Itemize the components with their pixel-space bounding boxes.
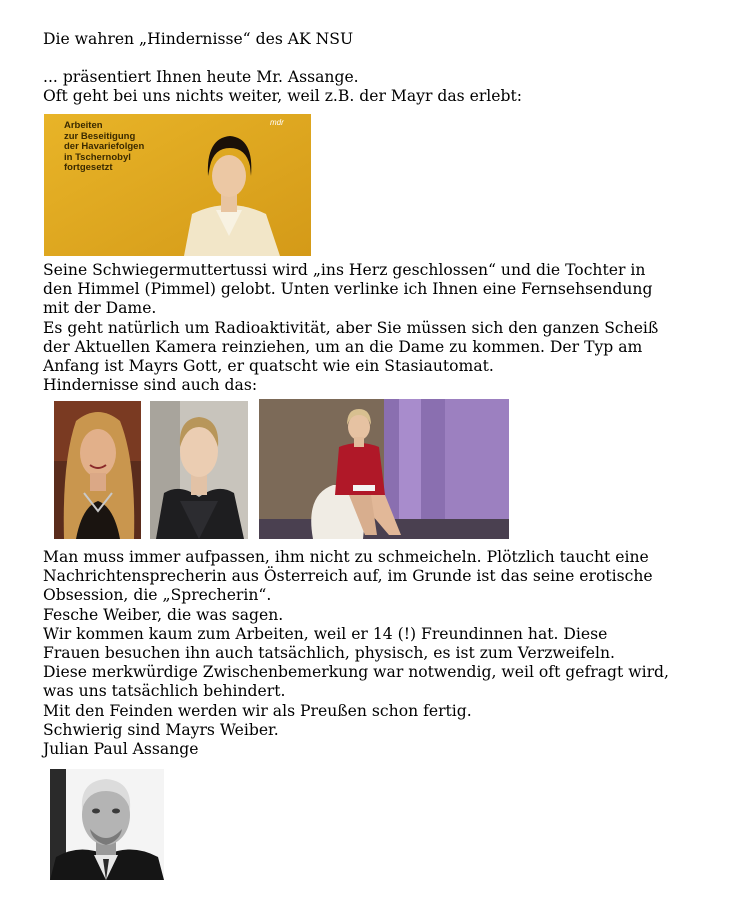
text-line: was uns tatsächlich behindert. [43, 682, 286, 701]
caption-line: zur Beseitigung [64, 130, 136, 142]
intro-line-2: Oft geht bei uns nichts weiter, weil z.B. der Mayr das erlebt: [43, 87, 522, 106]
text-line: Hindernisse sind auch das: [43, 376, 258, 395]
text-line: Man muss immer aufpassen, ihm nicht zu schmeicheln. Plötzlich taucht eine [43, 548, 649, 566]
intro-line-1: ... präsentiert Ihnen heute Mr. Assange. [43, 68, 359, 87]
text-line: den Himmel (Pimmel) gelobt. Unten verlinke ich Ihnen eine Fernsehsendung [43, 280, 653, 299]
document-body [43, 30, 723, 107]
tv-studio-photo [259, 399, 509, 539]
paragraph-2 [43, 548, 723, 759]
portrait-photo-2 [150, 401, 248, 539]
portrait-photo-1-graphic [54, 401, 141, 539]
tv-studio-photo-graphic [259, 399, 509, 539]
text-line: Fesche Weiber, die was sagen. [43, 605, 284, 624]
text-line: Obsession, die „Sprecherin“. [43, 586, 272, 605]
text-line: der Aktuellen Kamera reinziehen, um an die Dame zu kommen. Der Typ am [43, 337, 643, 356]
document-title: Die wahren „Hindernisse“ des AK NSU [43, 30, 354, 48]
text-line: Nachrichtensprecherin aus Österreich auf, im Grunde ist das seine erotische [43, 567, 653, 586]
text-line: Schwierig sind Mayrs Weiber. [43, 720, 279, 739]
signature-portrait-photo [50, 769, 164, 880]
text-line: Frauen besuchen ihn auch tatsächlich, physisch, es ist zum Verzweifeln. [43, 644, 615, 663]
tv-caption [64, 121, 144, 174]
text-line: Wir kommen kaum zum Arbeiten, weil er 14 (!) Freundinnen hat. Diese [43, 624, 608, 643]
text-line: Mit den Feinden werden wir als Preußen schon fertig. [43, 701, 472, 720]
portrait-photo-1 [54, 401, 141, 539]
signature-portrait-graphic [50, 769, 164, 880]
tv-news-still-image [44, 114, 311, 256]
channel-logo: mdr [270, 118, 284, 127]
text-line: Diese merkwürdige Zwischenbemerkung war notwendig, weil oft gefragt wird, [43, 663, 669, 682]
paragraph-1 [43, 261, 723, 395]
portrait-photo-2-graphic [150, 401, 248, 539]
caption-line: in Tschernobyl [64, 151, 131, 163]
caption-line: der Havariefolgen [64, 141, 145, 152]
text-line: Es geht natürlich um Radioaktivität, aber Sie müssen sich den ganzen Scheiß [43, 318, 659, 337]
caption-line: fortgesetzt [64, 162, 113, 173]
text-line: mit der Dame. [43, 299, 157, 318]
signature-name: Julian Paul Assange [43, 740, 199, 759]
text-line: Seine Schwiegermuttertussi wird „ins Herz geschlossen“ und die Tochter in [43, 261, 646, 279]
text-line: Anfang ist Mayrs Gott, er quatscht wie ein Stasiautomat. [43, 357, 494, 376]
caption-line: Arbeiten [64, 120, 103, 131]
